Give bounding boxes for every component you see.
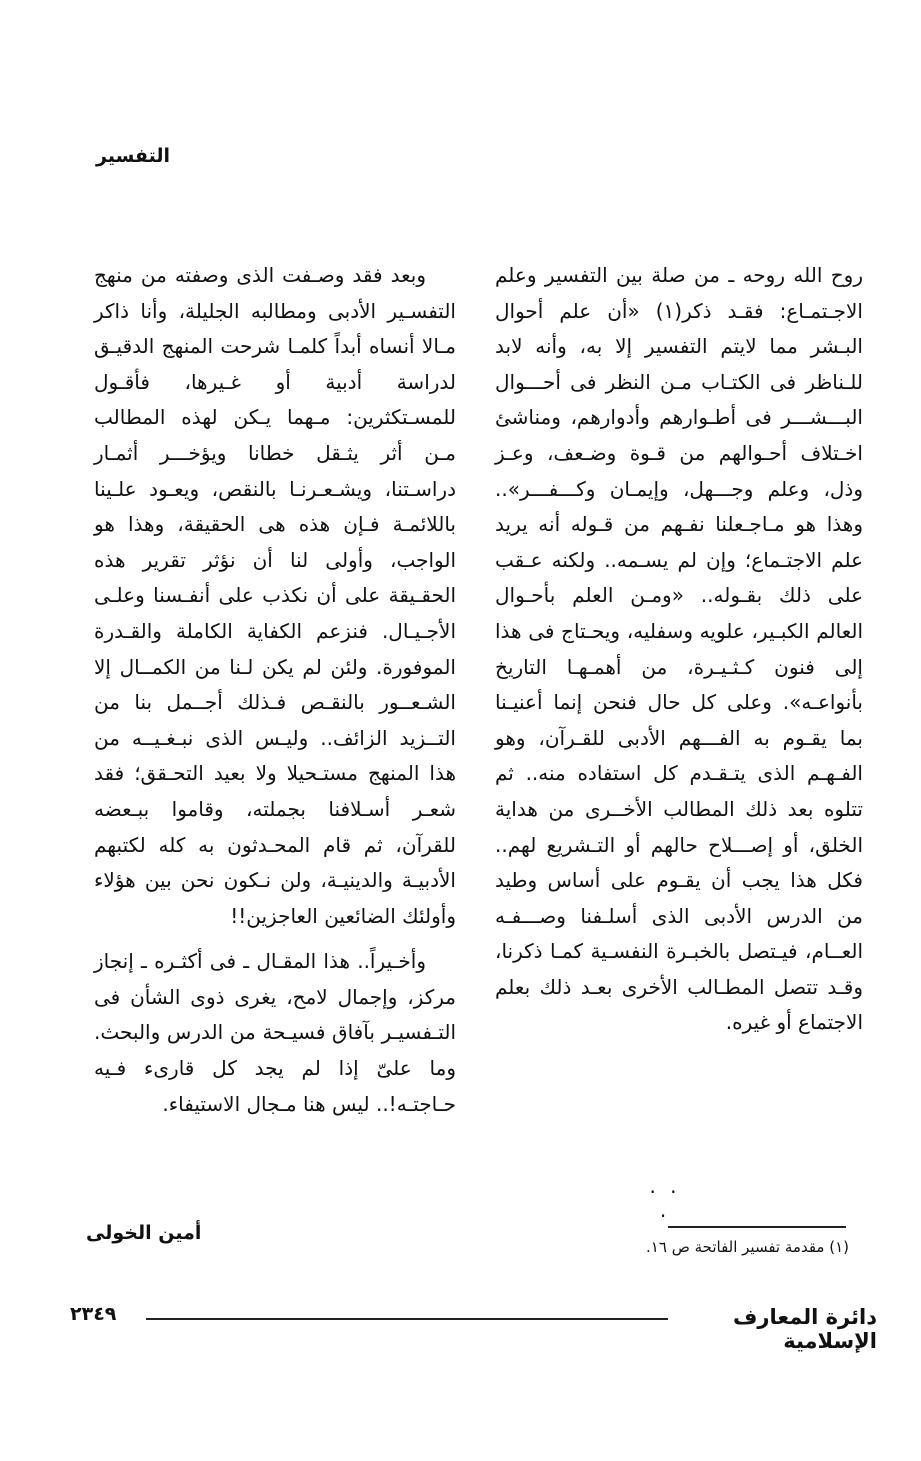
right-column-paragraph: روح الله روحه ـ من صلة بين التفسير وعلم الاجـتمـاع: فقـد ذكر(١) «أن علم أحوال البـشر مما لايتم التفسير إلا به، وأنه لابد للـناظر فى الكتـاب مـن النظر فى أحـــوال البـــشـــر فى أطـوارهم وأدوارهم، ومناشئ اخـتلاف أحـوالهم من قـوة وضـعف، وعـز وذل، وعلم وجـــهل، وإيمـان وكـــفـــر».. وهذا هو مـاجـعلنا نفـهم من قـوله أنه يريد علم الاجتـماع؛ وإن لم يسـمه.. ولكنه عـقب على ذلك بقـوله.. «ومـن العلم بأحـوال العالم الكبـير، علويه وسفليه، ويحـتاج فى هذا إلى فنون كـثـيـرة، من أهمـهـا التاريخ بأنواعـه». وعلى كل حال فنحن إنما أعنيـنا بما يقـوم به الفـــهم الأدبى للقـرآن، وهو الفـهـم الذى يتـقـدم كل استفاده منه.. ثم تتلوه بعد ذلك المطالب الأخــرى من هداية الخلق، أو إصـــلاح حالهم أو التـشريع لهم.. فكل هذا يجب أن يقـوم على أساس وطيد من الدرس الأدبى الذى أسلـفنا وصـــفـه العــام، فيـتصل بالخبـرة النفسـية كمـا ذكرنا، وقـد تتصل المطـالب الأخرى بعـد ذلك بعلم الاجتماع أو غيره.: [495, 263, 863, 1035]
section-ellipsis: . . .: [649, 1174, 681, 1222]
running-head: التفسير: [96, 145, 170, 167]
footer-divider: [146, 1318, 668, 1320]
right-column: [495, 258, 863, 1041]
page-number: ٢٣٤٩: [70, 1303, 117, 1325]
left-column: [94, 258, 456, 1122]
left-column-paragraph: وأخـيراً.. هذا المقـال ـ فى أكثـره ـ إنجاز مركز، وإجمال لامح، يغرى ذوى الشأن فى التـفسيـر بآفاق فسيـحة من الدرس والبحث. وما علىّ إذا لم يجد كل قارىء فـيه حـاجتـه!.. ليس هنا مـجال الاستيفاء.: [94, 949, 456, 1116]
author-signature: أمين الخولى: [86, 1222, 202, 1244]
left-column-paragraph: وبعد فقد وصـفت الذى وصفته من منهج التفسـير الأدبى ومطالبه الجليلة، وأنا ذاكر مـالا أنساه أبداً كلمـا شرحت المنهج الدقيـق لدراسة أدبية أو غـيرها، فأقـول للمسـتكثرين: مـهما يـكن لهذه المطالب مـن أثر يثـقل خطانا ويؤخـــر أثمـار دراسـتنا، ويشـعـرنـا بالنقص، ويعـود علـينا باللائمـة فـإن هذه هى الحقيقة، وهذا هو الواجب، وأولى لنا أن نؤثر تقرير هذه الحقـيقة على أن نكذب على أنفـسنا وعلـى الأجـيـال. فنزعم الكفاية الكاملة والقـدرة الموفورة. ولئن لم يكن لـنا من الكمــال إلا الشـعــور بالنقـص فـذلك أجــمل بنا من التــزيد الزائف.. وليـس الذى نبـغـيــه من هذا المنهج مستـحيلا ولا بعيد التحـقق؛ فقد شعـر أسـلافنا بجملته، وقاموا ببـعضه للقرآن، ثم قام المحـدثون به كله لكتبهم الأدبيـة والدينيـة، ولن نـكون نحن بين هؤلاء وأولئك الضائعين العاجزين!!: [94, 263, 456, 928]
footnote: (١) مقدمة تفسير الفاتحة ص ١٦.: [646, 1238, 849, 1256]
footnote-divider: [668, 1226, 846, 1228]
footer-title: دائرة المعارف الإسلامية: [732, 1305, 877, 1353]
